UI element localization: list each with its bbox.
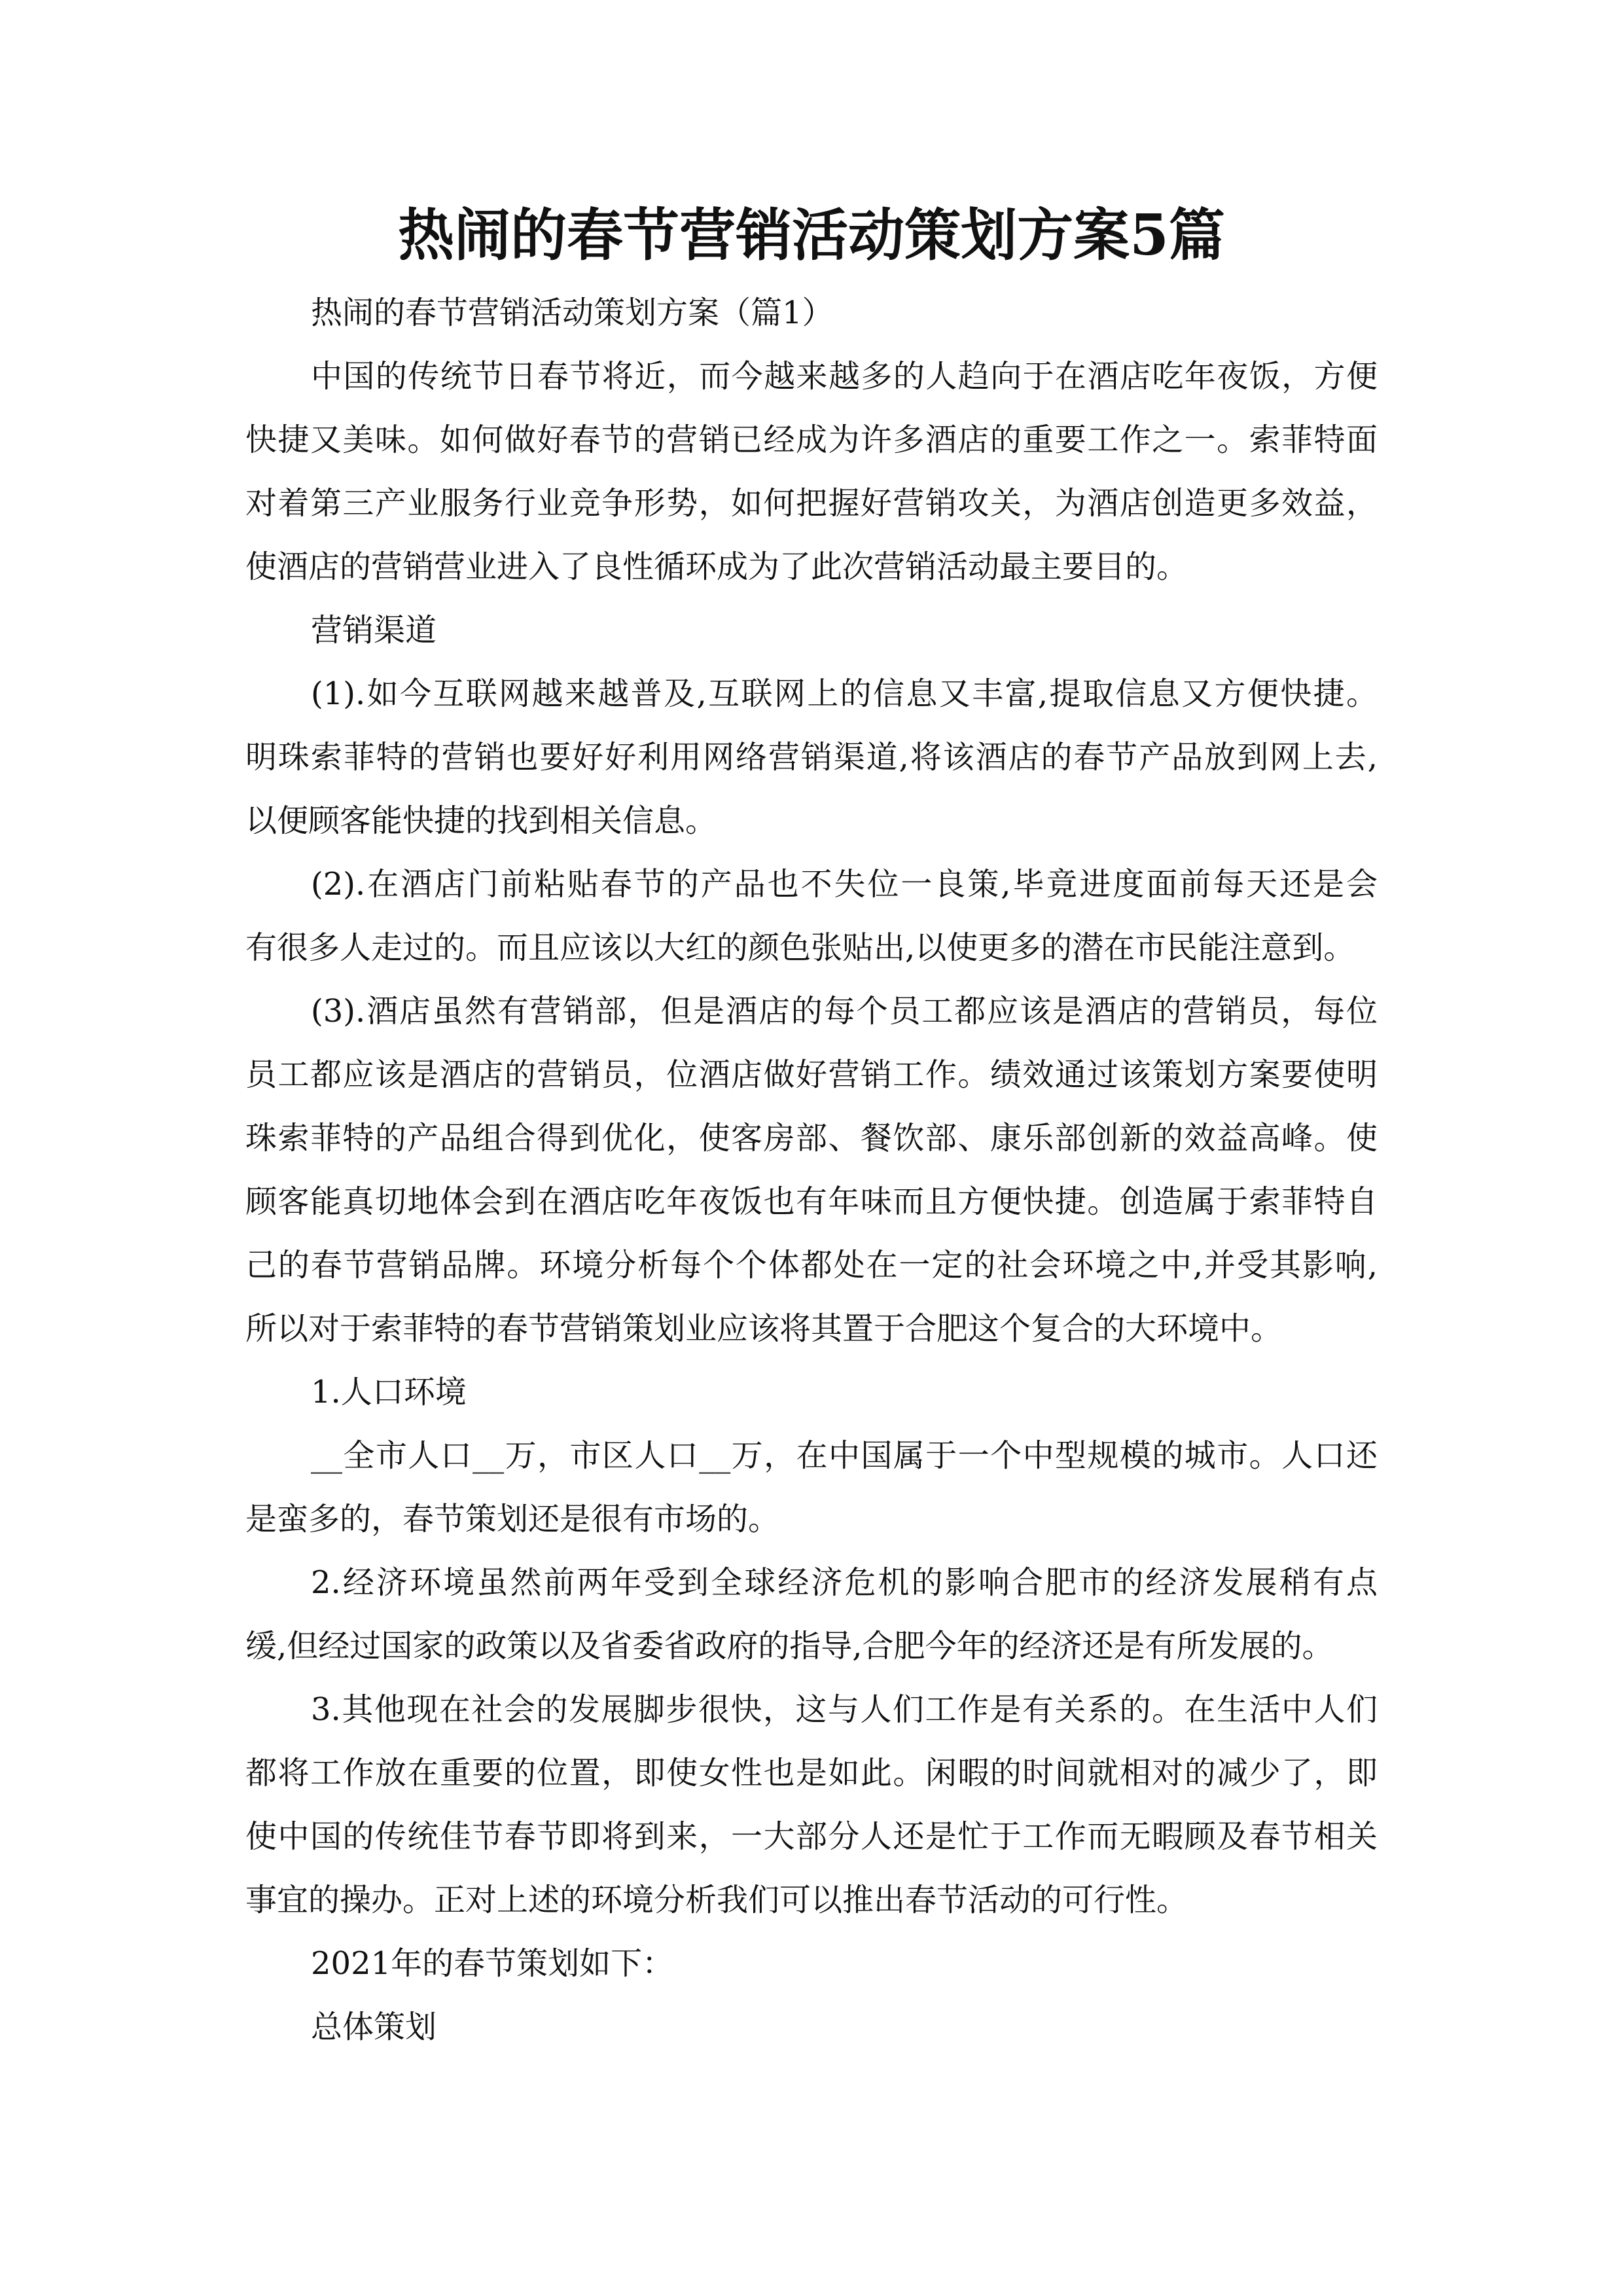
document-title: 热闹的春节营销活动策划方案5篇 [398,202,1225,268]
paragraph [245,662,1378,853]
text-line: 中国的传统节日春节将近，而今越来越多的人趋向于在酒店吃年夜饭，方便 [311,358,1378,395]
paragraph [245,1551,1378,1678]
text-line: 热闹的春节营销活动策划方案（篇1） [311,295,834,331]
paragraph [245,599,1378,662]
text-line: __全市人口__万，市区人口__万，在中国属于一个中型规模的城市。人口还 [311,1437,1378,1474]
text-line: 2021年的春节策划如下： [311,1945,674,1982]
text-line: 己的春节营销品牌。环境分析每个个体都处在一定的社会环境之中,并受其影响, [245,1247,1378,1283]
text-line: 营销渠道 [311,612,437,649]
text-line: 顾客能真切地体会到在酒店吃年夜饭也有年味而且方便快捷。创造属于索菲特自 [245,1183,1378,1220]
text-line: 使中国的传统佳节春节即将到来，一大部分人还是忙于工作而无暇顾及春节相关 [245,1818,1378,1855]
text-line: 1.人口环境 [311,1374,467,1410]
text-line: 是蛮多的，春节策划还是很有市场的。 [245,1501,780,1537]
text-line: 事宜的操办。正对上述的环境分析我们可以推出春节活动的可行性。 [245,1882,1188,1918]
document-body [245,281,1378,2059]
paragraph [245,1678,1378,1932]
text-line: 总体策划 [311,2009,437,2045]
paragraph [245,345,1378,599]
paragraph [245,980,1378,1361]
text-line: 快捷又美味。如何做好春节的营销已经成为许多酒店的重要工作之一。索菲特面 [245,422,1378,458]
paragraph [245,281,1378,345]
text-line: 都将工作放在重要的位置，即使女性也是如此。闲暇的时间就相对的减少了，即 [245,1755,1378,1791]
text-line: 缓,但经过国家的政策以及省委省政府的指导,合肥今年的经济还是有所发展的。 [245,1628,1334,1664]
text-line: (3).酒店虽然有营销部，但是酒店的每个员工都应该是酒店的营销员，每位 [311,993,1378,1030]
text-line: 明珠索菲特的营销也要好好利用网络营销渠道,将该酒店的春节产品放到网上去, [245,739,1378,776]
text-line: 2.经济环境虽然前两年受到全球经济危机的影响合肥市的经济发展稍有点 [311,1564,1378,1601]
text-line: 以便顾客能快捷的找到相关信息。 [245,802,717,839]
text-line: 员工都应该是酒店的营销员，位酒店做好营销工作。绩效通过该策划方案要使明 [245,1056,1378,1093]
paragraph [245,1996,1378,2059]
text-line: 珠索菲特的产品组合得到优化，使客房部、餐饮部、康乐部创新的效益高峰。使 [245,1120,1378,1157]
text-line: (2).在酒店门前粘贴春节的产品也不失位一良策,毕竟进度面前每天还是会 [311,866,1378,903]
paragraph [245,1361,1378,1424]
text-line: 3.其他现在社会的发展脚步很快，这与人们工作是有关系的。在生活中人们 [311,1691,1378,1728]
text-line: (1).如今互联网越来越普及,互联网上的信息又丰富,提取信息又方便快捷。 [311,675,1378,712]
paragraph [245,853,1378,980]
text-line: 对着第三产业服务行业竞争形势，如何把握好营销攻关，为酒店创造更多效益， [245,485,1378,522]
paragraph [245,1932,1378,1996]
text-line: 所以对于索菲特的春节营销策划业应该将其置于合肥这个复合的大环境中。 [245,1310,1283,1347]
text-line: 有很多人走过的。而且应该以大红的颜色张贴出,以使更多的潜在市民能注意到。 [245,929,1355,966]
text-line: 使酒店的营销营业进入了良性循环成为了此次营销活动最主要目的。 [245,548,1188,585]
paragraph [245,1424,1378,1551]
